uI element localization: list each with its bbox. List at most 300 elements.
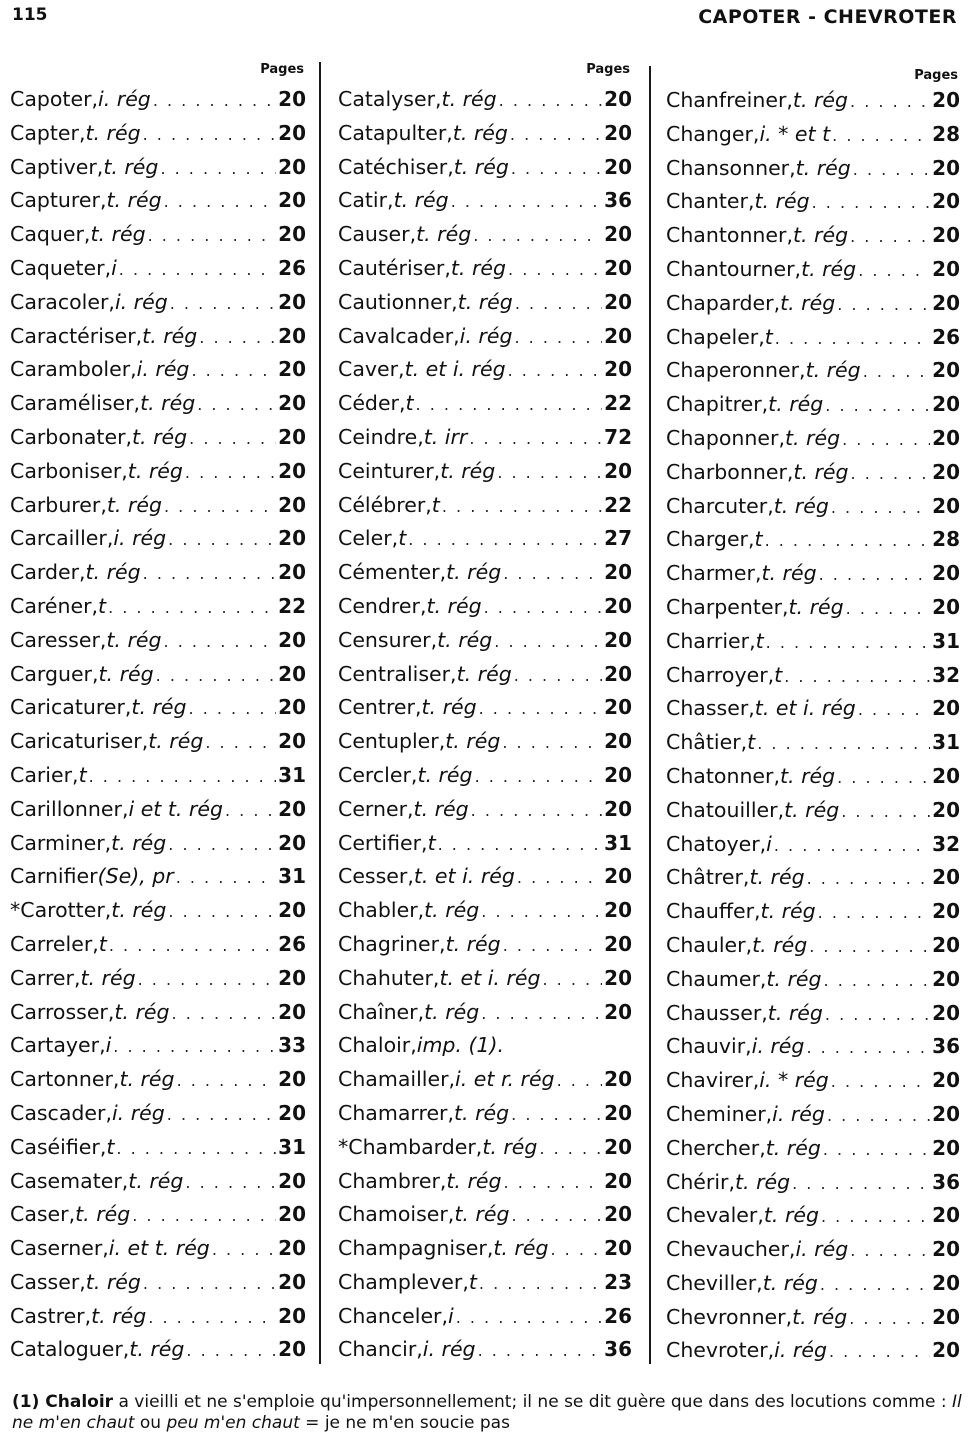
verb-name: Cascader, <box>10 1100 112 1125</box>
verb-grammar: i. rég <box>751 1034 805 1059</box>
verb-entry <box>10 658 306 692</box>
verb-grammar: t <box>98 931 107 956</box>
dot-leader <box>829 1335 930 1369</box>
dot-leader <box>850 220 930 254</box>
verb-grammar: t. rég <box>752 932 808 957</box>
page-reference: 20 <box>278 830 306 855</box>
verb-name: Champlever, <box>338 1269 469 1294</box>
dot-leader <box>199 321 276 355</box>
dot-leader <box>511 1098 602 1132</box>
verb-grammar: t. rég <box>148 729 204 754</box>
pages-label: Pages <box>914 68 958 83</box>
verb-entry <box>10 421 306 455</box>
footnote-text: ou <box>134 1413 167 1433</box>
dot-leader <box>109 929 276 963</box>
page-reference: 26 <box>932 324 960 349</box>
verb-entry <box>666 997 960 1031</box>
verb-name: Charbonner, <box>666 459 794 484</box>
verb-name: Chaponner, <box>666 425 785 450</box>
footnote-italic: peu m'en chaut <box>166 1413 300 1433</box>
verb-grammar: i. * rég <box>759 1068 829 1093</box>
verb-grammar: (Se), pr <box>97 864 174 889</box>
verb-name: Chavirer, <box>666 1068 760 1093</box>
dot-leader <box>473 219 602 253</box>
verb-grammar: t <box>774 662 783 687</box>
verb-entry <box>10 1198 306 1232</box>
page-reference: 32 <box>932 831 960 856</box>
dot-leader <box>212 1233 276 1267</box>
verb-grammar: t <box>427 830 436 855</box>
dot-leader <box>850 85 930 119</box>
verb-entry <box>666 490 960 524</box>
footnote-text: a vieilli et ne s'emploie qu'impersonnellement; il ne se dit guère que dans des locutions comme : <box>113 1392 952 1412</box>
page-reference: 20 <box>278 627 306 652</box>
running-head: CAPOTER - CHEVROTER <box>698 6 957 28</box>
dot-leader <box>164 490 276 524</box>
verb-grammar: t. rég <box>127 458 183 483</box>
dot-leader <box>156 659 277 693</box>
verb-grammar: i. rég <box>459 323 513 348</box>
page-reference: 20 <box>278 154 306 179</box>
dot-leader <box>143 1267 276 1301</box>
dot-leader <box>168 523 276 557</box>
verb-name: Caramboler, <box>10 357 137 382</box>
verb-entry <box>10 1029 306 1063</box>
verb-entry <box>10 117 306 151</box>
dot-leader <box>148 1301 276 1335</box>
page-reference: 20 <box>932 425 960 450</box>
page-reference: 31 <box>604 830 632 855</box>
verb-grammar: t. rég <box>773 493 829 518</box>
page-reference: 20 <box>604 120 632 145</box>
verb-grammar: t <box>747 730 756 755</box>
verb-entry <box>338 827 632 861</box>
verb-grammar: t. et i. rég <box>754 696 856 721</box>
page-reference: 20 <box>278 1236 306 1261</box>
verb-name: Capter, <box>10 120 86 145</box>
verb-entry <box>338 1097 632 1131</box>
verb-name: Cendrer, <box>338 593 427 618</box>
page-reference: 20 <box>604 999 632 1024</box>
page-reference: 31 <box>278 864 306 889</box>
verb-name: Chancir, <box>338 1337 423 1362</box>
entry-list <box>10 83 306 1367</box>
verb-entry <box>10 252 306 286</box>
verb-grammar: i <box>448 1303 454 1328</box>
verb-name: Chercher, <box>666 1135 766 1160</box>
verb-entry <box>666 963 960 997</box>
dot-leader <box>168 828 276 862</box>
dot-leader <box>542 963 602 997</box>
page-reference: 20 <box>278 796 306 821</box>
verb-name: Caractériser, <box>10 323 143 348</box>
dot-leader <box>820 1268 930 1302</box>
verb-entry <box>338 996 632 1030</box>
verb-entry <box>338 353 632 387</box>
verb-entry <box>338 691 632 725</box>
verb-grammar: t. rég <box>111 898 167 923</box>
dot-leader <box>851 457 931 491</box>
dot-leader <box>809 930 930 964</box>
page-reference: 20 <box>932 290 960 315</box>
page-reference: 72 <box>604 424 632 449</box>
verb-grammar: t. rég <box>424 898 480 923</box>
verb-name: Cartayer, <box>10 1033 106 1058</box>
verb-entry <box>10 894 306 928</box>
page-reference: 20 <box>278 120 306 145</box>
page-reference: 20 <box>604 87 632 111</box>
verb-name: Chauler, <box>666 932 753 957</box>
verb-entry <box>338 83 632 117</box>
page-reference: 20 <box>278 729 306 754</box>
page-reference: 20 <box>932 763 960 788</box>
verb-name: Ceindre, <box>338 424 424 449</box>
dot-leader <box>438 828 603 862</box>
page-reference: 20 <box>278 1100 306 1125</box>
verb-name: Chaparder, <box>666 290 781 315</box>
verb-entry <box>338 894 632 928</box>
verb-name: Chevronner, <box>666 1304 793 1329</box>
verb-entry <box>666 152 960 186</box>
verb-entry <box>10 1232 306 1266</box>
dot-leader <box>792 1167 930 1201</box>
verb-name: Cercler, <box>338 762 418 787</box>
verb-entry <box>666 321 960 355</box>
verb-grammar: t. rég <box>762 1270 818 1295</box>
dot-leader <box>197 388 276 422</box>
verb-grammar: t. rég <box>98 661 154 686</box>
verb-entry <box>338 1165 632 1199</box>
verb-grammar: i <box>766 831 772 856</box>
dot-leader <box>484 591 603 625</box>
footnote-term: Chaloir <box>45 1392 114 1412</box>
page-reference: 20 <box>932 256 960 281</box>
verb-entry <box>666 388 960 422</box>
verb-name: Certifier, <box>338 830 428 855</box>
verb-grammar: t. rég <box>416 222 472 247</box>
dot-leader <box>825 389 930 423</box>
dot-leader <box>504 1166 603 1200</box>
verb-grammar: t. rég <box>91 1303 147 1328</box>
page-reference: 20 <box>278 357 306 382</box>
verb-name: Cémenter, <box>338 560 447 585</box>
verb-entry <box>338 1300 632 1334</box>
verb-name: Celer, <box>338 526 399 551</box>
page-reference: 20 <box>604 222 632 247</box>
verb-grammar: t <box>431 492 440 517</box>
page-reference: 20 <box>604 661 632 686</box>
verb-grammar: t. rég <box>801 256 857 281</box>
verb-name: Catéchiser, <box>338 154 454 179</box>
verb-grammar: t. rég <box>441 87 497 111</box>
verb-entry <box>10 83 306 117</box>
verb-grammar: t. rég <box>119 1067 175 1092</box>
page-reference: 20 <box>604 1202 632 1227</box>
verb-entry <box>10 522 306 556</box>
page-reference: 20 <box>604 323 632 348</box>
dot-leader <box>132 1199 276 1233</box>
verb-entry <box>666 1064 960 1098</box>
verb-name: Captiver, <box>10 154 104 179</box>
dot-leader <box>757 727 930 761</box>
page-reference: 36 <box>604 1337 632 1362</box>
verb-name: Changer, <box>666 121 760 146</box>
dot-leader <box>138 963 277 997</box>
page-reference: 20 <box>932 1304 960 1329</box>
page-reference: 20 <box>932 1203 960 1228</box>
page-reference: 20 <box>604 695 632 720</box>
footnote-text: = je ne m'en soucie pas <box>299 1413 510 1433</box>
verb-grammar: i <box>105 1033 112 1058</box>
page-reference: 20 <box>278 323 306 348</box>
dot-leader <box>167 1098 276 1132</box>
dot-leader <box>807 862 931 896</box>
verb-grammar: t. rég <box>106 188 162 213</box>
verb-name: Caserner, <box>10 1236 109 1261</box>
verb-name: Chanfreiner, <box>666 88 793 112</box>
dot-leader <box>164 625 277 659</box>
verb-grammar: t. rég <box>452 120 508 145</box>
verb-entry <box>338 1266 632 1300</box>
page-reference: 27 <box>604 526 632 551</box>
verb-grammar: t. rég <box>106 492 162 517</box>
page-reference: 20 <box>604 1236 632 1261</box>
verb-name: Chaîner, <box>338 999 425 1024</box>
verb-entry <box>666 1132 960 1166</box>
page-reference: 20 <box>278 391 306 416</box>
verb-entry <box>338 860 632 894</box>
verb-name: Catapulter, <box>338 120 453 145</box>
verb-grammar: t <box>78 762 87 787</box>
column-3 <box>666 62 960 1368</box>
verb-name: Chapeler, <box>666 324 765 349</box>
verb-entry <box>666 1334 960 1368</box>
verb-grammar: t. rég <box>417 762 473 787</box>
verb-entry <box>666 929 960 963</box>
verb-grammar: t. rég <box>780 290 836 315</box>
verb-name: Carnifier <box>10 864 98 889</box>
verb-entry <box>10 387 306 421</box>
verb-entry <box>666 861 960 895</box>
verb-grammar: i. et t. rég <box>108 1236 210 1261</box>
page-reference: 20 <box>932 1000 960 1025</box>
verb-name: Carrosser, <box>10 999 115 1024</box>
verb-grammar: t. rég <box>131 695 187 720</box>
footnote <box>12 1392 962 1434</box>
dot-leader <box>774 829 930 863</box>
verb-entry <box>10 962 306 996</box>
page-reference: 20 <box>932 88 960 112</box>
verb-name: Carreler, <box>10 931 99 956</box>
dot-leader <box>172 997 277 1031</box>
dot-leader <box>858 693 930 727</box>
verb-grammar: t. rég <box>85 1269 141 1294</box>
page-reference: 31 <box>932 730 960 755</box>
verb-name: Cavalcader, <box>338 323 460 348</box>
verb-grammar: t <box>106 1134 115 1159</box>
verb-entry <box>338 151 632 185</box>
verb-entry <box>338 522 632 556</box>
page-reference: 20 <box>932 459 960 484</box>
verb-grammar: t. rég <box>393 188 449 213</box>
page-reference: 20 <box>278 424 306 449</box>
verb-entry <box>666 726 960 760</box>
page-reference: 20 <box>278 999 306 1024</box>
verb-name: Caricaturer, <box>10 695 132 720</box>
verb-name: Chamailler, <box>338 1067 456 1092</box>
verb-grammar: t. rég <box>760 899 816 924</box>
dot-leader <box>481 997 602 1031</box>
verb-entry <box>666 422 960 456</box>
verb-entry <box>666 692 960 726</box>
verb-entry <box>10 556 306 590</box>
verb-name: Chevroter, <box>666 1338 775 1363</box>
page-reference: 20 <box>278 1168 306 1193</box>
page-reference: 20 <box>932 1237 960 1262</box>
verb-name: Caver, <box>338 357 405 382</box>
page-reference: 20 <box>604 593 632 618</box>
dot-leader <box>416 388 603 422</box>
footnote-marker: (1) <box>12 1392 46 1412</box>
verb-grammar: t. rég <box>765 1135 821 1160</box>
page-reference: 26 <box>604 1303 632 1328</box>
verb-entry <box>666 185 960 219</box>
page-reference: 20 <box>932 155 960 180</box>
dot-leader <box>176 861 276 895</box>
verb-name: Censurer, <box>338 627 438 652</box>
verb-entry <box>338 725 632 759</box>
verb-grammar: t <box>754 527 763 552</box>
verb-name: Carder, <box>10 560 86 585</box>
page-reference: 20 <box>932 932 960 957</box>
verb-grammar: i. rég <box>795 1237 849 1262</box>
verb-entry <box>10 320 306 354</box>
page-reference: 20 <box>932 696 960 721</box>
page-reference: 20 <box>278 898 306 923</box>
dot-leader <box>456 1301 602 1335</box>
column-divider <box>649 66 651 1364</box>
dot-leader <box>818 896 930 930</box>
page-reference: 28 <box>932 121 960 146</box>
verb-grammar: t. rég <box>457 289 513 314</box>
dot-leader <box>503 929 602 963</box>
verb-entry <box>338 624 632 658</box>
verb-name: Cataloguer, <box>10 1337 130 1362</box>
verb-name: Châtier, <box>666 730 748 755</box>
dot-leader <box>153 84 276 118</box>
dot-leader <box>116 1132 276 1166</box>
verb-name: Chamoiser, <box>338 1202 455 1227</box>
dot-leader <box>497 456 602 490</box>
verb-grammar: t. rég <box>129 1337 185 1362</box>
verb-name: *Carotter, <box>10 898 112 923</box>
verb-name: Chanceler, <box>338 1303 448 1328</box>
verb-name: Châtrer, <box>666 865 750 890</box>
verb-entry <box>10 1266 306 1300</box>
verb-grammar: t <box>468 1269 477 1294</box>
verb-entry <box>666 659 960 693</box>
verb-grammar: i. rég <box>136 357 190 382</box>
verb-name: Caser, <box>10 1202 76 1227</box>
verb-grammar: i. rég <box>113 526 167 551</box>
verb-grammar: t. rég <box>424 999 480 1024</box>
dot-leader <box>823 1133 930 1167</box>
page-reference: 20 <box>604 357 632 382</box>
page-reference: 20 <box>604 1134 632 1159</box>
column-2 <box>338 62 632 1367</box>
verb-name: Cerner, <box>338 796 414 821</box>
column-1 <box>10 62 306 1367</box>
dot-leader <box>863 355 930 389</box>
page-reference: 20 <box>604 627 632 652</box>
dot-leader <box>113 1030 276 1064</box>
verb-grammar: t. rég <box>795 155 851 180</box>
page-reference: 20 <box>278 222 306 247</box>
page-reference: 20 <box>604 1100 632 1125</box>
verb-entry <box>666 523 960 557</box>
verb-name: *Chambarder, <box>338 1134 483 1159</box>
page-reference: 23 <box>604 1269 632 1294</box>
verb-entry <box>666 287 960 321</box>
verb-name: Charmer, <box>666 561 762 586</box>
verb-name: Chaloir, <box>338 1033 417 1058</box>
verb-entry <box>666 354 960 388</box>
page-reference: 22 <box>278 593 306 618</box>
page-reference: 22 <box>604 492 632 517</box>
verb-name: Carier, <box>10 762 79 787</box>
verb-entry <box>666 794 960 828</box>
verb-grammar: t. rég <box>784 797 840 822</box>
verb-grammar: t. rég <box>493 1236 549 1261</box>
dot-leader <box>481 895 602 929</box>
verb-entry <box>666 895 960 929</box>
dot-leader <box>189 692 277 726</box>
verb-grammar: t. rég <box>426 593 482 618</box>
verb-name: Capturer, <box>10 188 107 213</box>
page-reference: 20 <box>278 661 306 686</box>
verb-entry <box>666 118 960 152</box>
verb-entry <box>666 625 960 659</box>
dot-leader <box>827 1099 930 1133</box>
verb-entry <box>666 557 960 591</box>
verb-entry <box>666 84 960 118</box>
verb-grammar: i <box>111 255 117 280</box>
verb-name: Chambrer, <box>338 1168 447 1193</box>
verb-grammar: t. rég <box>446 560 502 585</box>
verb-grammar: i. * et t <box>759 121 831 146</box>
dot-leader <box>850 1234 930 1268</box>
verb-name: Casser, <box>10 1269 86 1294</box>
page-reference: 20 <box>932 561 960 586</box>
verb-name: Ceinturer, <box>338 458 441 483</box>
verb-grammar: i. rég <box>422 1337 476 1362</box>
verb-entry <box>338 489 632 523</box>
verb-entry <box>10 184 306 218</box>
verb-entry <box>10 455 306 489</box>
dot-leader <box>511 152 602 186</box>
dot-leader <box>846 592 931 626</box>
verb-entry <box>338 556 632 590</box>
verb-grammar: t. rég <box>793 459 849 484</box>
verb-name: Chansonner, <box>666 155 796 180</box>
dot-leader <box>475 760 603 794</box>
verb-entry <box>666 1267 960 1301</box>
dot-leader <box>502 726 602 760</box>
verb-grammar: i. rég <box>111 1100 165 1125</box>
dot-leader <box>177 1064 277 1098</box>
page-reference: 20 <box>278 458 306 483</box>
verb-entry <box>338 184 632 218</box>
